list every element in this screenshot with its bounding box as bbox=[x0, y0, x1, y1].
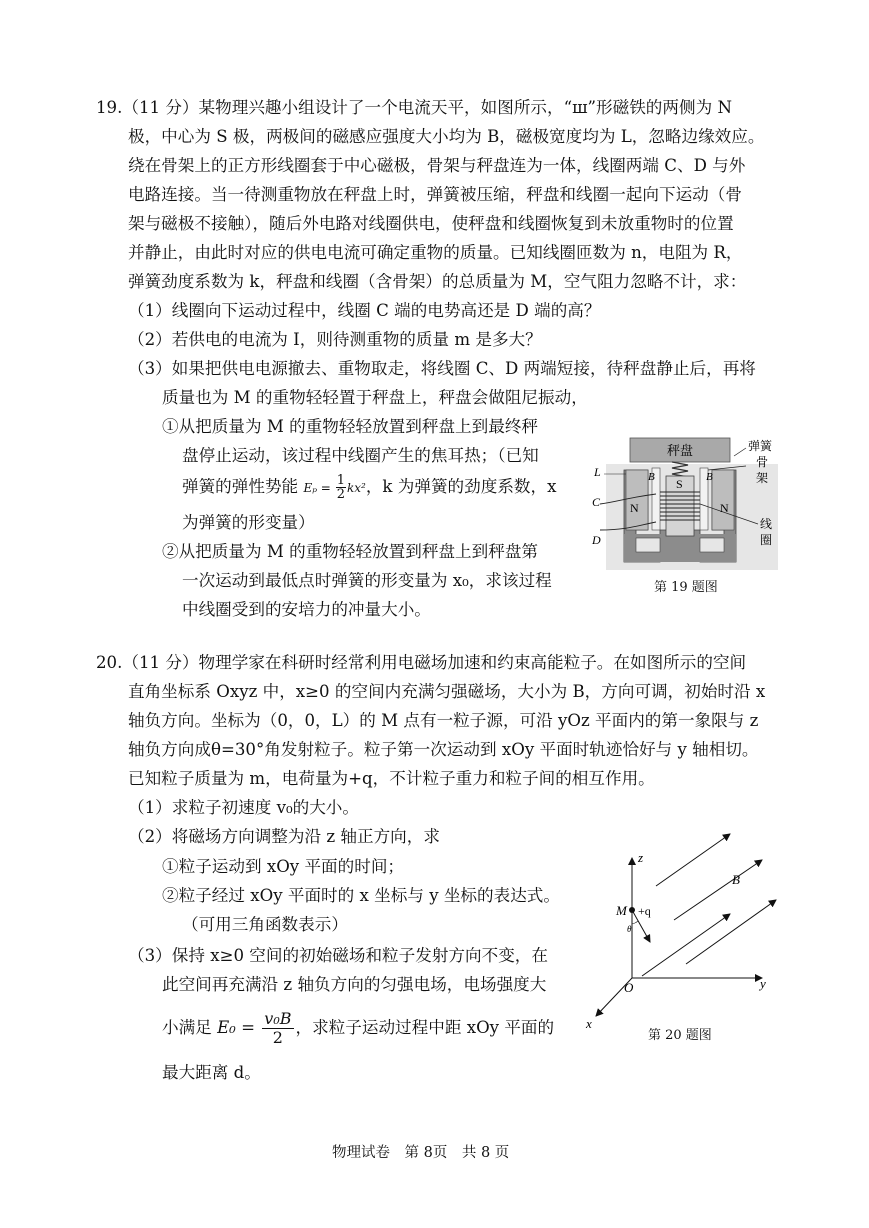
q20-sub2-note: （可用三角函数表示） bbox=[182, 915, 348, 934]
q19-line-1: 19.（11 分）某物理兴趣小组设计了一个电流天平，如图所示，“ш”形磁铁的两侧为 N bbox=[96, 98, 732, 117]
q20-sub1: （1）求粒子初速度 v₀的大小。 bbox=[128, 798, 359, 817]
q20-line-4: 轴负方向成θ=30°角发射粒子。粒子第一次运动到 xOy 平面时轨迹恰好与 y 轴相切。 bbox=[128, 740, 759, 759]
q19-energy-num: 1 bbox=[336, 473, 345, 488]
q19-line-2: 极，中心为 S 极，两极间的磁感应强度大小均为 B，磁极宽度均为 L，忽略边缘效应。 bbox=[128, 127, 765, 146]
q19-energy-post: ，k 为弹簧的劲度系数，x bbox=[365, 477, 557, 496]
q20-caption: 第 20 题图 bbox=[648, 1028, 712, 1043]
page-footer: 物理试卷 第 8页 共 8 页 bbox=[332, 1145, 510, 1161]
q19-label-coil1: 线 bbox=[760, 517, 773, 531]
q20-line-5: 已知粒子质量为 m，电荷量为+q，不计粒子重力和粒子间的相互作用。 bbox=[128, 769, 655, 788]
q19-energy-den: 2 bbox=[336, 487, 345, 502]
q20-sub3-line1: （3）保持 x≥0 空间的初始磁场和粒子发射方向不变，在 bbox=[128, 946, 548, 965]
q19-label-B-right: B bbox=[706, 471, 713, 483]
q19-label-C: C bbox=[592, 495, 601, 509]
q20-sub3-line2: 此空间再充满沿 z 轴负方向的匀强电场，电场强度大 bbox=[162, 975, 547, 994]
q19-sub3-part2-line3: 中线圈受到的安培力的冲量大小。 bbox=[182, 600, 431, 619]
q19-sub3-line2: 质量也为 M 的重物轻轻置于秤盘上，秤盘会做阻尼振动， bbox=[162, 388, 588, 407]
q20-line-2: 直角坐标系 Oxyz 中，x≥0 的空间内充满匀强磁场，大小为 B，方向可调，初始时沿 x bbox=[128, 682, 766, 701]
q20-field-fraction bbox=[262, 1010, 293, 1047]
q19-label-frame2: 架 bbox=[756, 471, 769, 485]
q19-label-N-right: N bbox=[720, 501, 729, 515]
q19-sub3-part1-line4: 为弹簧的形变量） bbox=[182, 513, 315, 532]
q20-field-pre: 小满足 bbox=[162, 1018, 218, 1037]
q19-label-S: S bbox=[676, 477, 683, 491]
q19-line-5: 架与磁极不接触），随后外电路对线圈供电，使秤盘和线圈恢复到未放重物时的位置 bbox=[128, 214, 734, 233]
q20-sub2-part1: ①粒子运动到 xOy 平面的时间； bbox=[162, 857, 405, 876]
q19-line-7: 弹簧劲度系数为 k，秤盘和线圈（含骨架）的总质量为 M，空气阻力忽略不计，求： bbox=[128, 272, 747, 291]
q20-label-x: x bbox=[586, 1016, 592, 1030]
q20-line-3: 轴负方向。坐标为（0，0，L）的 M 点有一粒子源，可沿 yOz 平面内的第一象限与 z bbox=[128, 711, 759, 730]
q20-label-M: M bbox=[616, 903, 627, 918]
q19-label-frame1: 骨 bbox=[756, 455, 769, 469]
q19-pan-label: 秤盘 bbox=[666, 443, 694, 458]
q19-line-4: 电路连接。当一待测重物放在秤盘上时，弹簧被压缩，秤盘和线圈一起向下运动（骨 bbox=[128, 185, 742, 204]
q19-line-3: 绕在骨架上的正方形线圈套于中心磁极，骨架与秤盘连为一体，线圈两端 C、D 与外 bbox=[128, 156, 746, 175]
q19-sub2: （2）若供电的电流为 I，则待测重物的质量 m 是多大？ bbox=[128, 330, 542, 349]
q20-label-y: y bbox=[760, 976, 766, 991]
q20-sub3-line4: 最大距离 d。 bbox=[162, 1063, 261, 1082]
q20-label-B: B bbox=[732, 872, 740, 887]
q19-label-N-left: N bbox=[630, 501, 639, 515]
q20-field-lhs: E₀ = bbox=[217, 1018, 261, 1037]
q19-sub3-part1-line2: 盘停止运动，该过程中线圈产生的焦耳热；（已知 bbox=[182, 446, 539, 465]
q19-sub1: （1）线圈向下运动过程中，线圈 C 端的电势高还是 D 端的高？ bbox=[128, 301, 601, 320]
q20-field-post: ，求粒子运动过程中距 xOy 平面的 bbox=[295, 1018, 555, 1037]
q20-label-z: z bbox=[638, 850, 644, 865]
q19-label-L: L bbox=[594, 465, 601, 479]
q19-label-spring: 弹簧 bbox=[748, 439, 773, 453]
q20-point-M bbox=[629, 907, 635, 913]
q19-figure bbox=[586, 434, 796, 574]
q20-field-den: 2 bbox=[272, 1028, 283, 1047]
q20-field-lines bbox=[642, 834, 776, 976]
q19-label-D: D bbox=[592, 533, 601, 547]
q19-energy-line bbox=[182, 470, 556, 505]
q19-sub3-part2-line1: ②从把质量为 M 的重物轻轻放置到秤盘上到秤盘第 bbox=[162, 542, 539, 561]
q19-label-B-left: B bbox=[648, 471, 655, 483]
q19-sub3-line1: （3）如果把供电电源撤去、重物取走，将线圈 C、D 两端短接，待秤盘静止后，再将 bbox=[128, 359, 756, 378]
q19-sub3-part1-line1: ①从把质量为 M 的重物轻轻放置到秤盘上到最终秤 bbox=[162, 417, 539, 436]
q20-field-line bbox=[162, 1006, 554, 1050]
q19-energy-fraction bbox=[336, 474, 346, 501]
q19-energy-rhs: kx² bbox=[346, 481, 366, 495]
q20-sub2: （2）将磁场方向调整为沿 z 轴正方向，求 bbox=[128, 827, 440, 846]
q20-line-1: 20.（11 分）物理学家在科研时经常利用电磁场加速和约束高能粒子。在如图所示的空间 bbox=[96, 653, 747, 672]
q20-label-theta: θ bbox=[627, 924, 632, 934]
q19-label-coil2: 圈 bbox=[760, 533, 773, 547]
q19-energy-pre: 弹簧的弹性势能 bbox=[182, 477, 304, 496]
q19-caption: 第 19 题图 bbox=[654, 580, 718, 595]
q19-sub3-part2-line2: 一次运动到最低点时弹簧的形变量为 x₀，求该过程 bbox=[182, 571, 552, 590]
q20-label-q: +q bbox=[638, 904, 651, 918]
q20-figure bbox=[580, 820, 790, 1030]
q20-label-O: O bbox=[624, 980, 634, 995]
q19-line-6: 并静止，由此时对应的供电电流可确定重物的质量。已知线圈匝数为 n，电阻为 R， bbox=[128, 243, 743, 262]
q19-energy-lhs: Eₚ = bbox=[303, 481, 335, 495]
q20-field-num: v₀B bbox=[264, 1009, 292, 1028]
q20-sub2-part2: ②粒子经过 xOy 平面时的 x 坐标与 y 坐标的表达式。 bbox=[162, 886, 560, 905]
